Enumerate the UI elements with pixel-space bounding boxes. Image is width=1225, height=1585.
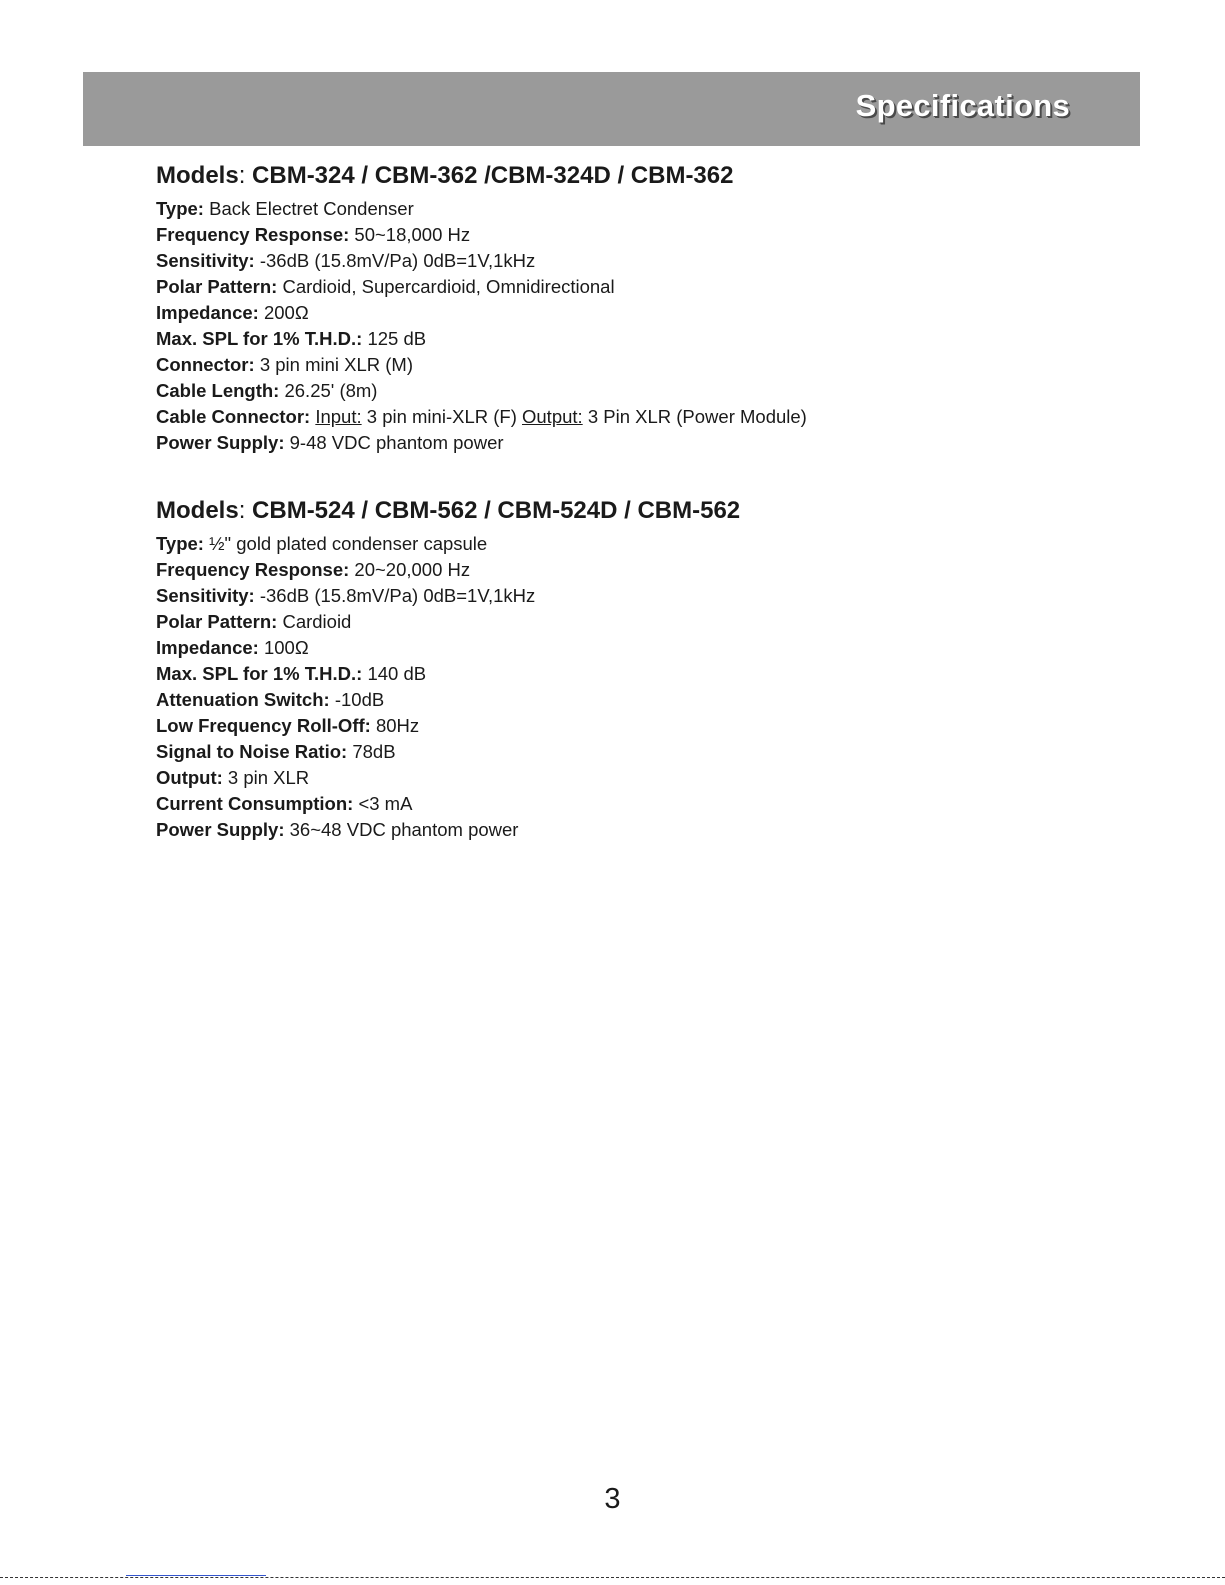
- spec-value: Cardioid, Supercardioid, Omnidirectional: [282, 276, 615, 297]
- spec-label: Max. SPL for 1% T.H.D.:: [156, 663, 363, 684]
- spec-row-connector: [156, 352, 1136, 378]
- spec-value: 80Hz: [375, 715, 420, 736]
- models-heading: [156, 160, 1136, 192]
- spec-row-attenuation-switch: [156, 687, 1136, 713]
- models-value: CBM-524 / CBM-562 / CBM-524D / CBM-562: [252, 497, 741, 524]
- spec-label: Frequency Response:: [156, 224, 350, 245]
- models-label: Models: [156, 162, 239, 189]
- spec-label: Signal to Noise Ratio:: [156, 741, 348, 762]
- models-heading: [156, 495, 1136, 527]
- spec-row-low-frequency-roll-off: [156, 713, 1136, 739]
- spec-row-impedance: [156, 300, 1136, 326]
- spec-label: Sensitivity:: [156, 585, 255, 606]
- input-value: 3 pin mini-XLR (F): [366, 406, 517, 427]
- spec-value: 140 dB: [367, 663, 427, 684]
- spec-row-frequency-response: [156, 557, 1136, 583]
- spec-row-output: [156, 765, 1136, 791]
- spec-label: Max. SPL for 1% T.H.D.:: [156, 328, 363, 349]
- spec-row-type: [156, 531, 1136, 557]
- spec-label: Power Supply:: [156, 819, 285, 840]
- spec-value: 9-48 VDC phantom power: [289, 432, 504, 453]
- spec-value: 3 pin mini XLR (M): [259, 354, 413, 375]
- input-label: Input:: [315, 406, 362, 427]
- spec-row-max-spl: [156, 326, 1136, 352]
- spec-label: Connector:: [156, 354, 255, 375]
- spec-label: Cable Connector:: [156, 406, 311, 427]
- spec-label: Cable Length:: [156, 380, 280, 401]
- spec-value: Cardioid: [282, 611, 352, 632]
- spec-row-power-supply: [156, 817, 1136, 843]
- spec-value: <3 mA: [358, 793, 413, 814]
- spec-section-1: [156, 160, 1136, 456]
- output-value: 3 Pin XLR (Power Module): [587, 406, 807, 427]
- spec-value: -10dB: [334, 689, 385, 710]
- spec-label: Attenuation Switch:: [156, 689, 330, 710]
- spec-row-power-supply: [156, 430, 1136, 456]
- spec-row-impedance: [156, 635, 1136, 661]
- spec-row-polar-pattern: [156, 609, 1136, 635]
- header-bar: [83, 72, 1140, 146]
- page-number: 3: [604, 1483, 621, 1515]
- spec-label: Impedance:: [156, 637, 259, 658]
- spec-value: -36dB (15.8mV/Pa) 0dB=1V,1kHz: [259, 585, 536, 606]
- bottom-link-rule: [126, 1575, 266, 1576]
- spec-row-sensitivity: [156, 583, 1136, 609]
- models-colon: :: [238, 497, 246, 524]
- spec-value: 20~20,000 Hz: [354, 559, 471, 580]
- spec-value: 78dB: [352, 741, 396, 762]
- spec-label: Type:: [156, 533, 204, 554]
- models-value: CBM-324 / CBM-362 /CBM-324D / CBM-362: [252, 162, 734, 189]
- spec-label: Output:: [156, 767, 223, 788]
- spec-value: 3 pin XLR: [227, 767, 310, 788]
- page-title: Specifications: [855, 88, 1070, 123]
- spec-value: 36~48 VDC phantom power: [289, 819, 519, 840]
- spec-value: 125 dB: [367, 328, 427, 349]
- spec-value: Back Electret Condenser: [209, 198, 414, 219]
- spec-label: Impedance:: [156, 302, 259, 323]
- spec-value: 26.25' (8m): [284, 380, 378, 401]
- spec-row-cable-connector: [156, 404, 1136, 430]
- spec-section-2: [156, 495, 1136, 843]
- models-label: Models: [156, 497, 239, 524]
- output-label: Output:: [522, 406, 583, 427]
- spec-row-signal-to-noise: [156, 739, 1136, 765]
- spec-label: Type:: [156, 198, 204, 219]
- spec-row-type: [156, 196, 1136, 222]
- spec-row-cable-length: [156, 378, 1136, 404]
- spec-label: Low Frequency Roll-Off:: [156, 715, 371, 736]
- spec-row-max-spl: [156, 661, 1136, 687]
- bottom-rule: [0, 1577, 1225, 1578]
- spec-value: -36dB (15.8mV/Pa) 0dB=1V,1kHz: [259, 250, 536, 271]
- spec-label: Frequency Response:: [156, 559, 350, 580]
- spec-label: Polar Pattern:: [156, 611, 278, 632]
- spec-value: 100Ω: [263, 637, 309, 658]
- spec-value: ½" gold plated condenser capsule: [209, 533, 488, 554]
- spec-label: Current Consumption:: [156, 793, 354, 814]
- spec-row-polar-pattern: [156, 274, 1136, 300]
- spec-value: 200Ω: [263, 302, 309, 323]
- spec-label: Sensitivity:: [156, 250, 255, 271]
- spec-label: Polar Pattern:: [156, 276, 278, 297]
- spec-row-current-consumption: [156, 791, 1136, 817]
- spec-row-sensitivity: [156, 248, 1136, 274]
- spec-value: 50~18,000 Hz: [354, 224, 471, 245]
- spec-row-frequency-response: [156, 222, 1136, 248]
- models-colon: :: [238, 162, 246, 189]
- spec-label: Power Supply:: [156, 432, 285, 453]
